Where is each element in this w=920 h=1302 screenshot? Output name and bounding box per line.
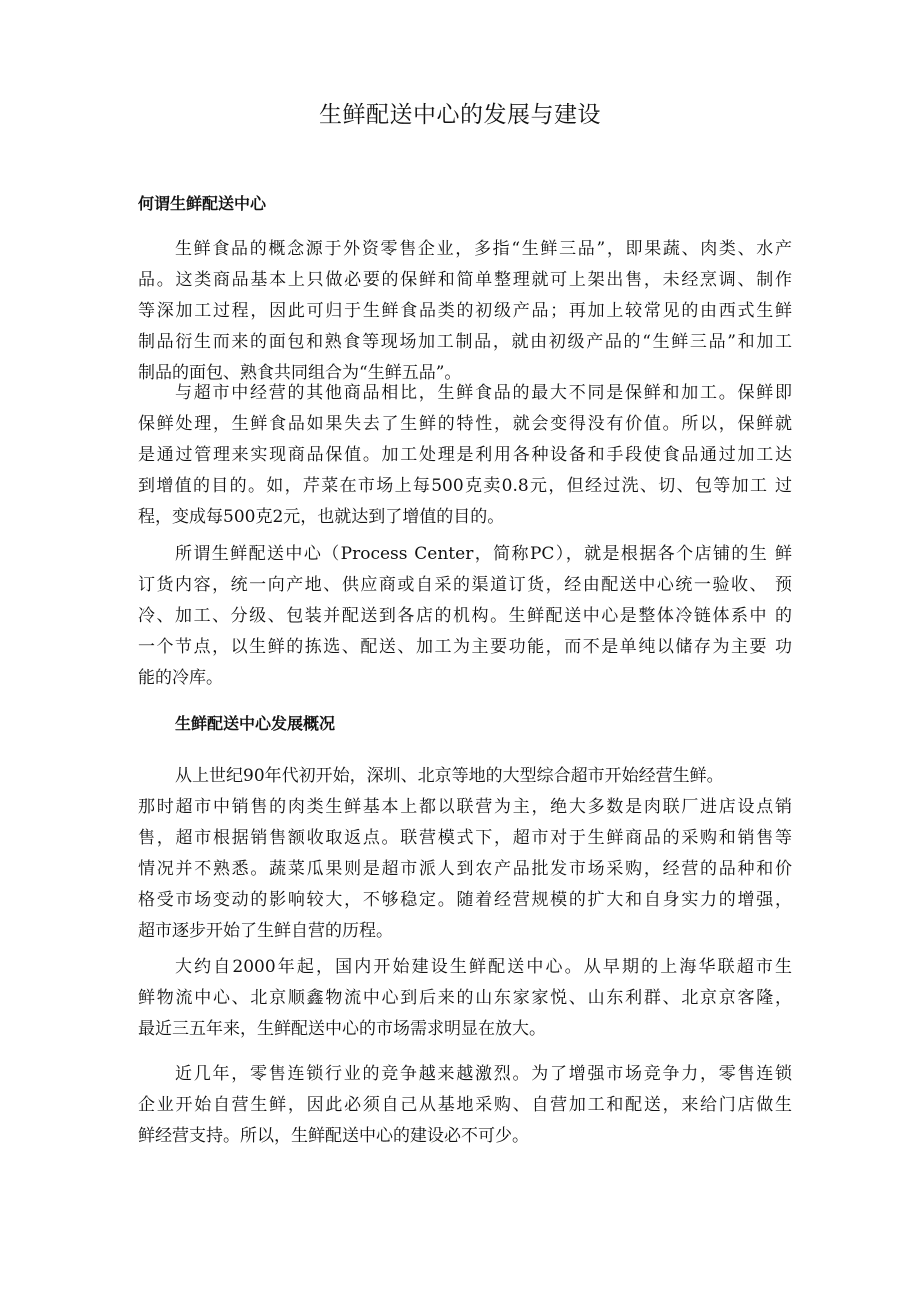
paragraph-line: 一个节点，以生鲜的拣选、配送、加工为主要功能，而不是单纯以储存为主要 功 [138,637,792,657]
paragraph-line: 大约自2000年起，国内开始建设生鲜配送中心。从早期的上海华联超市生 [175,957,792,977]
paragraph-line: 鲜物流中心、北京顺鑫物流中心到后来的山东家家悦、山东利群、北京京客隆， [138,988,792,1008]
paragraph-line: 能的冷库。 [138,668,223,688]
paragraph-line: 品。这类商品基本上只做必要的保鲜和简单整理就可上架出售，未经烹调、制作 [138,270,792,290]
section-heading: 何谓生鲜配送中心 [138,194,267,213]
paragraph-line: 所谓生鲜配送中心（Process Center，简称PC），就是根据各个店铺的生 鲜 [175,544,792,564]
paragraph-line: 鲜经营支持。所以，生鲜配送中心的建设必不可少。 [138,1126,529,1146]
paragraph [138,234,792,389]
paragraph-line: 生鲜食品的概念源于外资零售企业，多指“生鲜三品”，即果蔬、肉类、水产 [175,239,792,259]
paragraph-line: 程，变成每500克2元，也就达到了增值的目的。 [138,507,505,527]
paragraph-line: 售，超市根据销售额收取返点。联营模式下，超市对于生鲜商品的采购和销售等 [138,828,792,848]
paragraph-line: 等深加工过程，因此可归于生鲜食品类的初级产品；再加上较常见的由西式生鲜 [138,301,792,321]
paragraph-line: 与超市中经营的其他商品相比，生鲜食品的最大不同是保鲜和加工。保鲜即 [175,383,792,403]
paragraph-line: 格受市场变动的影响较大，不够稳定。随着经营规模的扩大和自身实力的增强， [138,890,792,910]
paragraph-line: 超市逐步开始了生鲜自营的历程。 [138,921,393,941]
paragraph-line: 制品的面包、熟食共同组合为“生鲜五品”。 [138,363,462,383]
paragraph-line: 近几年，零售连锁行业的竞争越来越激烈。为了增强市场竞争力，零售连锁 [175,1064,792,1084]
paragraph-line: 到增值的目的。如，芹菜在市场上每500克卖0.8元，但经过洗、切、包等加工 过 [138,476,792,496]
paragraph-line: 订货内容，统一向产地、供应商或自采的渠道订货，经由配送中心统一验收、 预 [138,575,792,595]
paragraph-line: 制品衍生而来的面包和熟食等现场加工制品，就由初级产品的“生鲜三品”和加工 [138,332,792,352]
paragraph [138,761,792,947]
paragraph [138,378,792,533]
paragraph-line: 冷、加工、分级、包装并配送到各店的机构。生鲜配送中心是整体冷链体系中 的 [138,606,792,626]
paragraph [138,539,792,694]
paragraph [138,1059,792,1152]
paragraph [138,952,792,1045]
paragraph-line: 从上世纪90年代初开始，深圳、北京等地的大型综合超市开始经营生鲜。 [175,766,724,786]
paragraph-line: 最近三五年来，生鲜配送中心的市场需求明显在放大。 [138,1019,546,1039]
document-title: 生鲜配送中心的发展与建设 [319,102,601,128]
paragraph-line: 企业开始自营生鲜，因此必须自己从基地采购、自营加工和配送，来给门店做生 [138,1095,792,1115]
paragraph-line: 那时超市中销售的肉类生鲜基本上都以联营为主，绝大多数是肉联厂进店设点销 [138,797,792,817]
paragraph-line: 保鲜处理，生鲜食品如果失去了生鲜的特性，就会变得没有价值。所以，保鲜就 [138,414,792,434]
paragraph-line: 情况并不熟悉。蔬菜瓜果则是超市派人到农产品批发市场采购，经营的品种和价 [138,859,792,879]
section-heading: 生鲜配送中心发展概况 [175,714,336,733]
paragraph-line: 是通过管理来实现商品保值。加工处理是利用各种设备和手段使食品通过加工达 [138,445,792,465]
